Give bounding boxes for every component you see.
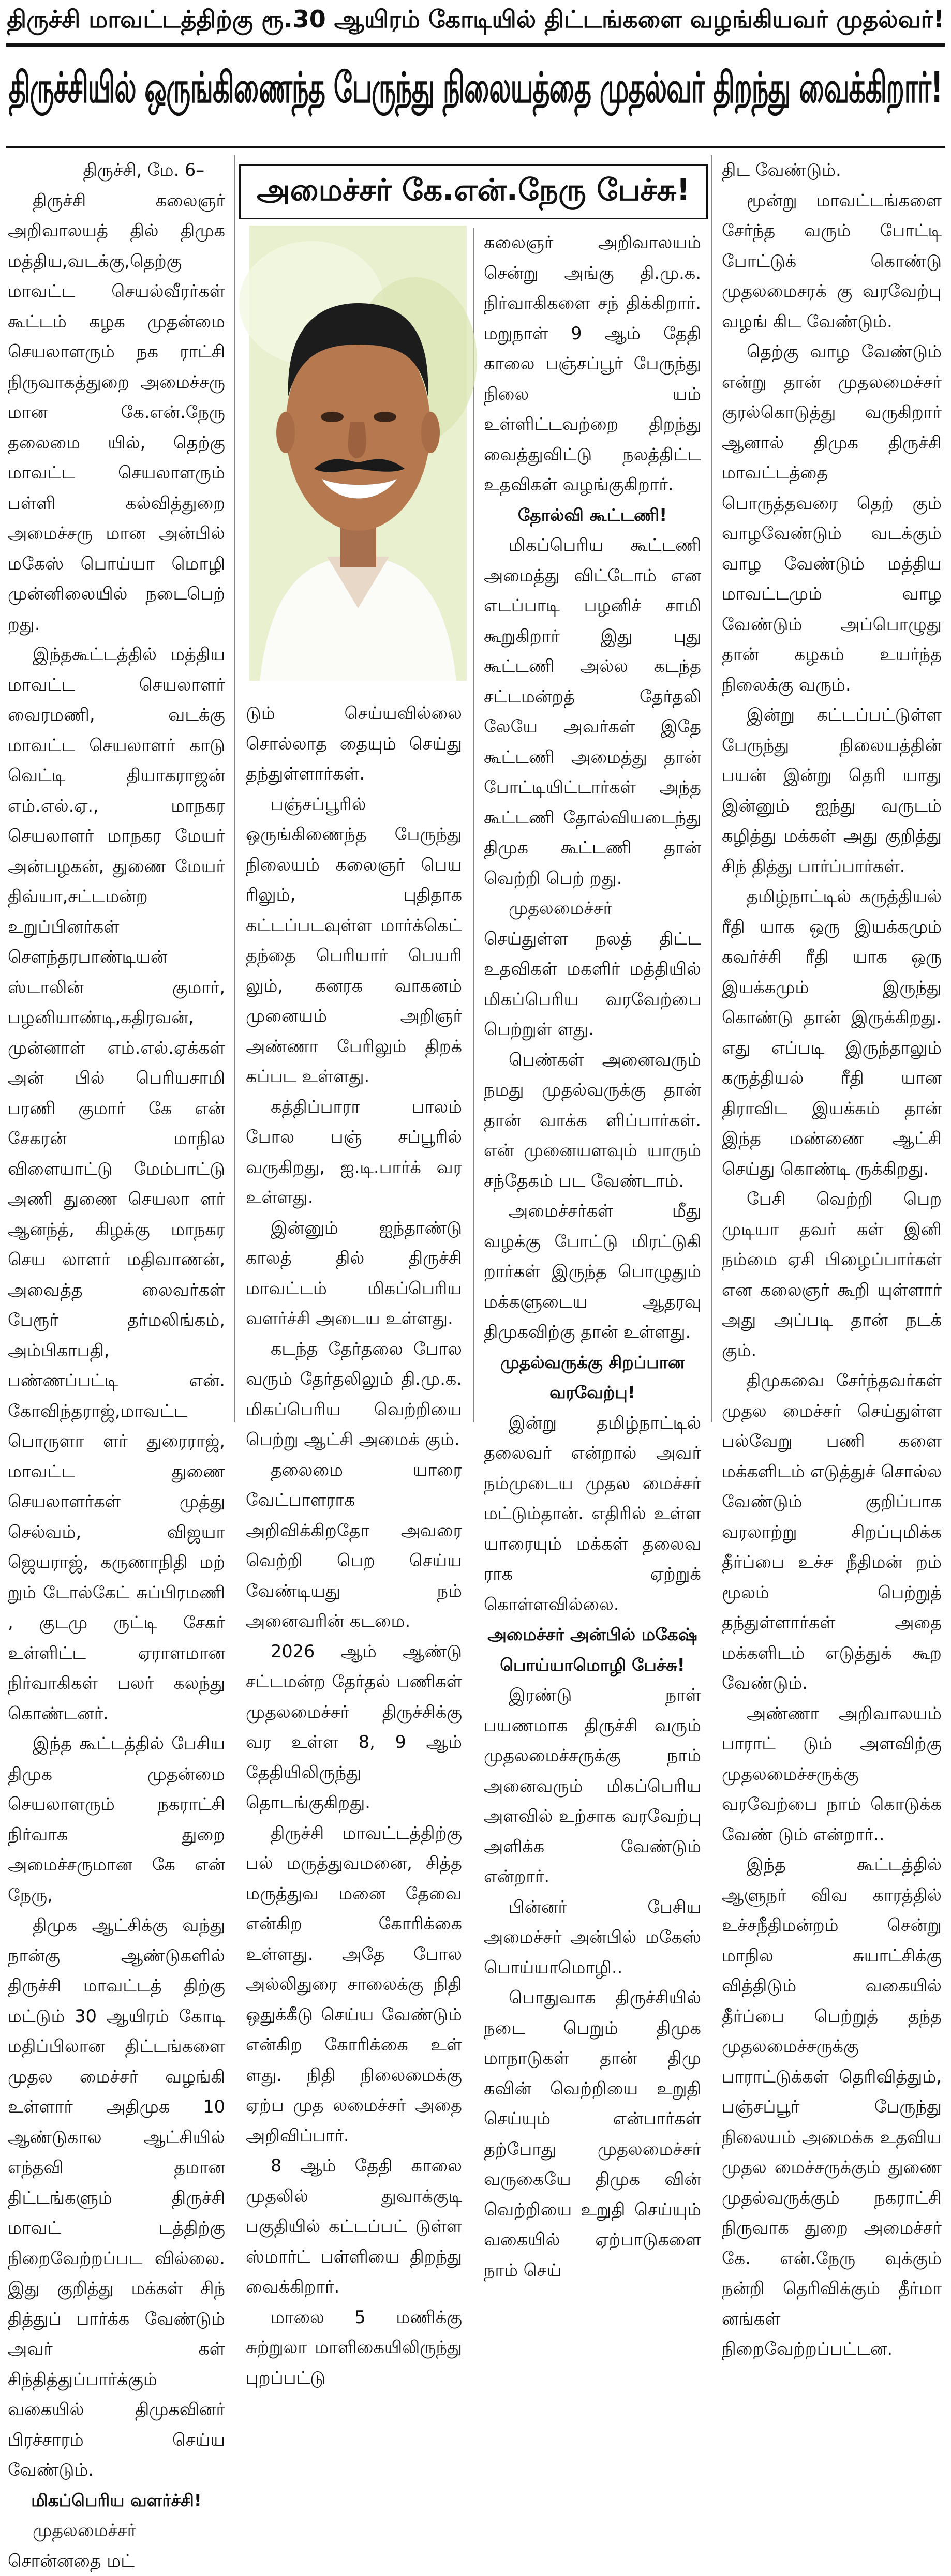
- paragraph: பேசி வெற்றி பெற முடியா தவர் கள் இனி நம்மை ஏசி பிழைப்பார்கள் என கலைஞர் கூறி யுள்ளார் அது அப்படி தான் நடக் கும்.: [722, 1189, 942, 1360]
- subheadline-box: அமைச்சர் கே.என்.நேரு பேச்சு!: [239, 164, 708, 219]
- paragraph: இந்த கூட்டத்தில் ஆளுநர் விவ காரத்தில் உச்சநீதிமன்றம் சென்று மாநில சுயாட்சிக்கு வித்திடும் வகையில் தீர்ப்பை பெற்றுத் தந்த முதலமைச்சருக்கு பாராட்டுக்கள் தெரிவித்தும், பஞ்சப்பூர் பேருந்து நிலையம் அமைக்க உதவிய முதல மைச்சருக்கும் துணை முதல்வருக்கும் நகராட்சி நிருவாக துறை அமைச்சர் கே. என்.நேரு வுக்கும் நன்றி தெரிவிக்கும் தீர்மா னங்கள் நிறைவேற்றப்பட்டன.: [722, 1854, 942, 2359]
- paragraph: 2026 ஆம் ஆண்டு சட்டமன்ற தேர்தல் பணிகள் முதலமைச்சர் திருச்சிக்கு வர உள்ள 8, 9 ஆம் தேதியிலிருந்து தொடங்குகிறது.: [246, 1641, 462, 1813]
- paragraph: தலைமை யாரை வேட்பாளராக அறிவிக்கிறதோ அவரை வெற்றி பெற செய்ய வேண்டியது நம் அனைவரின் கடமை.: [246, 1459, 462, 1631]
- paragraph: இன்று கட்டப்பட்டுள்ள பேருந்து நிலையத்தின் பயன் இன்று தெரி யாது இன்னும் ஐந்து வருடம் கழித்து மக்கள் அது குறித்து சிந் தித்து பார்ப்பார்கள்.: [722, 705, 942, 876]
- paragraph: இரண்டு நாள் பயணமாக திருச்சி வரும் முதலமைச்சருக்கு நாம் அனைவரும் மிகப்பெரிய அளவில் உற்சாக வரவேற்பு அளிக்க வேண்டும் என்றார்.: [484, 1685, 701, 1886]
- paragraph: மாலை 5 மணிக்கு சுற்றுலா மாளிகையிலிருந்து புறப்பட்டு: [246, 2307, 462, 2388]
- paragraph: பஞ்சப்பூரில் ஒருங்கிணைந்த பேருந்து நிலையம் கலைஞர் பெய ரிலும், புதிதாக கட்டப்படவுள்ள மார்க்கெட் தந்தை பெரியார் பெயரி லும், கனரக வாகனம் முனையம் அறிஞர் அண்ணா பேரிலும் திறக் கப்பட உள்ளது.: [246, 793, 462, 1086]
- section-subhead: அமைச்சர் அன்பில் மகேஷ்: [487, 1624, 697, 1644]
- paragraph: முதலமைச்சர் செய்துள்ள நலத் திட்ட உதவிகள் மகளிர் மத்தியில் மிகப்பெரிய வரவேற்பை பெற்றுள் ளது.: [484, 898, 701, 1039]
- paragraph: திமுகவை சேர்ந்தவர்கள் முதல மைச்சர் செய்துள்ள பல்வேறு பணி களை மக்களிடம் எடுத்துச் சொல்ல வேண்டும் குறிப்பாக வரலாற்று சிறப்புமிக்க தீர்ப்பை உச்ச நீதிமன் றம் மூலம் பெற்றுத் தந்துள்ளார்கள் அதை மக்களிடம் எடுத்துக் கூற வேண்டும்.: [722, 1370, 942, 1693]
- paragraph: இந்தகூட்டத்தில் மத்திய மாவட்ட செயலாளர் வைரமணி, வடக்கு மாவட்ட செயலாளர் காடு வெட்டி தியாகராஜன் எம்.எல்.ஏ., மாநகர செயலாளர் மாநகர மேயர் அன்பழகன், துணை மேயர் திவ்யா,சட்டமன்ற உறுப்பினர்கள் சௌந்தரபாண்டியன் ஸ்டாலின் குமார், பழனியாண்டி,கதிரவன், முன்னாள் எம்.எல்.ஏக்கள் அன் பில் பெரியசாமி பரணி குமார் கே என் சேகரன் மாநில விளையாட்டு மேம்பாட்டு அணி துணை செயலா ளர் ஆனந்த், கிழக்கு மாநகர செய லாளர் மதிவாணன், அவைத்த லைவர்கள் பேரூர் தர்மலிங்கம், அம்பிகாபதி, பண்ணப்பட்டி என். கோவிந்தராஜ்,மாவட்ட பொருளா ளர் துரைராஜ், மாவட்ட துணை செயலாளர்கள் முத்து செல்வம், விஜயா ஜெயராஜ், கருணாநிதி மற் றும் டோல்கேட் சுப்பிரமணி , குடமு ருட்டி சேகர் உள்ளிட்ட ஏராளமான நிர்வாகிகள் பலர் கலந்து கொண்டனர்.: [8, 644, 225, 1724]
- paragraph: பெண்கள் அனைவரும் நமது முதல்வருக்கு தான் தான் வாக்க ளிப்பார்கள். என் முனையளவும் யாரும் சந்தேகம் பட வேண்டாம்.: [484, 1049, 701, 1191]
- paragraph: 8 ஆம் தேதி காலை முதலில் துவாக்குடி பகுதியில் கட்டப்பட் டுள்ள ஸ்மார்ட் பள்ளியை திறந்து வைக்கிறார்.: [246, 2155, 462, 2297]
- paragraph: பொதுவாக திருச்சியில் நடை பெறும் திமுக மாநாடுகள் தான் திமு கவின் வெற்றியை உறுதி செய்யும் என்பார்கள் தற்போது முதலமைச்சர் வருகையே திமுக வின் வெற்றியை உறுதி செய்யும் வகையில் ஏற்பாடுகளை நாம் செய்: [484, 1987, 701, 2280]
- paragraph: பின்னர் பேசிய அமைச்சர் அன்பில் மகேஸ் பொய்யாமொழி..: [484, 1896, 701, 1978]
- headline-rule: [6, 146, 945, 148]
- paragraph: மூன்று மாவட்டங்களை சேர்ந்த வரும் போட்டி போட்டுக் கொண்டு முதலமைசரக் கு வரவேற்பு வழங் கிட வேண்டும்.: [722, 190, 942, 332]
- section-subhead: மிகப்பெரிய வளர்ச்சி!: [31, 2490, 202, 2510]
- paragraph: மிகப்பெரிய கூட்டணி அமைத்து விட்டோம் என எடப்பாடி பழனிச் சாமி கூறுகிறார் இது புது கூட்டணி அல்ல கடந்த சட்டமன்றத் தேர்தலி லேயே அவர்கள் இதே கூட்டணி அமைத்து தான் போட்டியிட்டார்கள் அந்த கூட்டணி தோல்வியடைந்து திமுக கூட்டணி தான் வெற்றி பெற் றது.: [484, 535, 701, 888]
- article-column-3: [484, 228, 701, 2280]
- paragraph: இன்று தமிழ்நாட்டில் தலைவர் என்றால் அவர் நம்முடைய முதல மைச்சர் மட்டும்தான். எதிரில் உள்ள யாரையும் மக்கள் தலைவ ராக ஏற்றுக் கொள்ளவில்லை.: [484, 1412, 701, 1614]
- article-column-1: [8, 155, 225, 2571]
- paragraph: திமுக ஆட்சிக்கு வந்து நான்கு ஆண்டுகளில் திருச்சி மாவட்டத் திற்கு மட்டும் 30 ஆயிரம் கோடி மதிப்பிலான திட்டங்களை முதல மைச்சர் வழங்கி உள்ளார் அதிமுக 10 ஆண்டுகால ஆட்சியில் எந்தவி தமான திட்டங்களும் திருச்சி மாவட் டத்திற்கு நிறைவேற்றப்பட வில்லை. இது குறித்து மக்கள் சிந் தித்துப் பார்க்க வேண்டும் அவர் கள் சிந்தித்துப்பார்க்கும் வகையில் திமுகவினர் பிரச்சாரம் செய்ய வேண்டும்.: [8, 1915, 225, 2480]
- paragraph: அமைச்சர்கள் மீது வழக்கு போட்டு மிரட்டுகி றார்கள் இருந்த பொழுதும் மக்களுடைய ஆதரவு திமுகவிற்கு தான் உள்ளது.: [484, 1201, 701, 1342]
- paragraph: தெற்கு வாழ வேண்டும் என்று தான் முதலமைச்சர் குரல்கொடுத்து வருகிறார் ஆனால் திமுக திருச்சி மாவட்டத்தை பொருத்தவரை தெற் கும் வாழவேண்டும் வடக்கும் வாழ வேண்டும் மத்திய மாவட்டமும் வாழ வேண்டும் அப்பொழுது தான் கழகம் உயர்ந்த நிலைக்கு வரும்.: [722, 341, 942, 695]
- section-subhead: பொய்யாமொழி பேச்சு!: [500, 1654, 685, 1675]
- article-column-2: [246, 698, 462, 2388]
- paragraph: கத்திப்பாரா பாலம் போல பஞ் சப்பூரில் வருகிறது, ஐ.டி.பார்க் வர உள்ளது.: [246, 1096, 462, 1207]
- paragraph: இன்னும் ஐந்தாண்டு காலத் தில் திருச்சி மாவட்டம் மிகப்பெரிய வளர்ச்சி அடைய உள்ளது.: [246, 1217, 462, 1328]
- section-subhead: முதல்வருக்கு சிறப்பான: [500, 1352, 685, 1372]
- section-subhead: தோல்வி கூட்டணி!: [517, 504, 667, 525]
- paragraph: திருச்சி கலைஞர் அறிவாலயத் தில் திமுக மத்திய,வடக்கு,தெற்கு மாவட்ட செயல்வீரர்கள் கூட்டம் கழக முதன்மை செயலாளரும் நக ராட்சி நிருவாகத்துறை அமைச்சரு மான கே.என்.நேரு தலைமை யில், தெற்கு மாவட்ட செயலாளரும் பள்ளி கல்வித்துறை அமைச்சரு மான அன்பில் மகேஸ் பொய்யா மொழி முன்னிலையில் நடைபெற் றது.: [8, 190, 225, 634]
- column-divider: [234, 155, 235, 1422]
- portrait-icon: [249, 226, 467, 681]
- paragraph: கடந்த தேர்தலை போல வரும் தேர்தலிலும் தி.மு.க. மிகப்பெரிய வெற்றியை பெற்று ஆட்சி அமைக் கும்.: [246, 1338, 462, 1449]
- section-subhead: வரவேற்பு!: [549, 1382, 635, 1402]
- dateline: திருச்சி, மே. 6–: [83, 160, 204, 180]
- paragraph: திட வேண்டும்.: [722, 160, 841, 180]
- paragraph: திருச்சி மாவட்டத்திற்கு பல் மருத்துவமனை, சித்த மருத்துவ மனை தேவை என்கிற கோரிக்கை உள்ளது. அதே போல அல்லிதுரை சாலைக்கு நிதி ஒதுக்கீடு செய்ய வேண்டும் என்கிற கோரிக்கை உள் ளது. நிதி நிலைமைக்கு ஏற்ப முத லமைச்சர் அதை அறிவிப்பார்.: [246, 1822, 462, 2146]
- paragraph: அண்ணா அறிவாலயம் பாராட் டும் அளவிற்கு முதலமைச்சருக்கு வரவேற்பை நாம் கொடுக்க வேண் டும் என்றார்..: [722, 1703, 942, 1845]
- paragraph: தமிழ்நாட்டில் கருத்தியல் ரீதி யாக ஒரு இயக்கமும் கவர்ச்சி ரீதி யாக ஒரு இயக்கமும் இருந்து கொண்டு தான் இருக்கிறது. எது எப்படி இருந்தாலும் கருத்தியல் ரீதி யான திராவிட இயக்கம் தான் இந்த மண்ணை ஆட்சி செய்து கொண்டி ருக்கிறது.: [722, 886, 942, 1179]
- paragraph: கலைஞர் அறிவாலயம் சென்று அங்கு தி.மு.க. நிர்வாகிகளை சந் திக்கிறார். மறுநாள் 9 ஆம் தேதி காலை பஞ்சப்பூர் பேருந்து நிலை யம் உள்ளிட்டவற்றை திறந்து வைத்துவிட்டு நலத்திட்ட உதவிகள் வழங்குகிறார்.: [484, 232, 701, 495]
- paragraph: இந்த கூட்டத்தில் பேசிய திமுக முதன்மை செயலாளரும் நகராட்சி நிர்வாக துறை அமைச்சருமான கே என் நேரு,: [8, 1733, 225, 1905]
- article-column-4: [722, 155, 942, 2359]
- main-headline: திருச்சியில் ஒருங்கிணைந்த பேருந்து நிலையத்தை முதல்வர் திறந்து வைக்கிறார்!: [8, 64, 943, 113]
- portrait-photo: [249, 226, 467, 681]
- column-divider: [473, 228, 474, 1422]
- paragraph: முதலமைச்சர் சொன்னதை மட்: [8, 2520, 137, 2571]
- kicker-headline: திருச்சி மாவட்டத்திற்கு ரூ.30 ஆயிரம் கோடியில் திட்டங்களை வழங்கியவர் முதல்வர்!: [7, 5, 944, 33]
- column-divider: [711, 155, 712, 1422]
- paragraph: டும் செய்யவில்லை சொல்லாத தையும் செய்து தந்துள்ளார்கள்.: [246, 703, 462, 784]
